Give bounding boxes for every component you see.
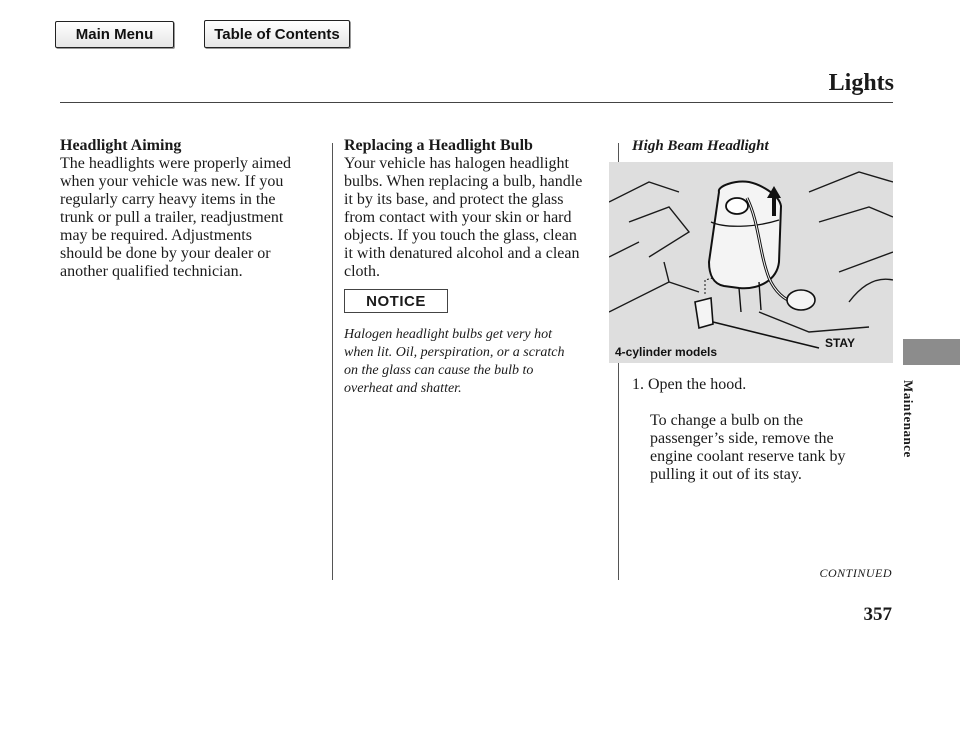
engine-bay-illustration — [609, 162, 893, 363]
stay-callout: STAY — [824, 336, 855, 350]
column-divider-1 — [332, 143, 333, 580]
step-detail-text: To change a bulb on the passenger’s side, remove the engine coolant reserve tank by pulling it out of its stay. — [650, 412, 846, 483]
section-tab-marker — [903, 339, 960, 365]
headlight-aiming-text: The headlights were properly aimed when your vehicle was new. If you regularly carry heavy items in the trunk or pull a trailer, readjustment may be required. Adjustments should be done by your dealer or another qualified technician. — [60, 155, 292, 280]
notice-badge: NOTICE — [344, 289, 448, 313]
main-menu-button[interactable]: Main Menu — [55, 21, 174, 48]
continued-label: CONTINUED — [819, 566, 892, 580]
notice-text: Halogen headlight bulbs get very hot when lit. Oil, perspiration, or a scratch on the glass can cause the bulb to overheat and shatter. — [344, 327, 565, 396]
table-of-contents-button[interactable]: Table of Contents — [204, 20, 350, 48]
header-rule — [60, 102, 893, 103]
figure-caption: 4-cylinder models — [615, 345, 718, 359]
replacing-bulb-text: Your vehicle has halogen headlight bulbs. When replacing a bulb, handle it by its base, and protect the glass from contact with your skin or hard objects. If you touch the glass, clean it with denatured alcohol and a clean cloth. — [344, 155, 583, 280]
page-title: Lights — [828, 70, 894, 96]
side-section-label: Maintenance — [901, 380, 916, 458]
headlight-aiming-heading: Headlight Aiming — [60, 137, 182, 154]
step-open-hood: 1. Open the hood. — [632, 376, 747, 393]
page-number: 357 — [863, 604, 892, 625]
high-beam-heading: High Beam Headlight — [632, 138, 769, 154]
coolant-tank-drawing — [609, 162, 893, 363]
replacing-bulb-heading: Replacing a Headlight Bulb — [344, 137, 533, 154]
